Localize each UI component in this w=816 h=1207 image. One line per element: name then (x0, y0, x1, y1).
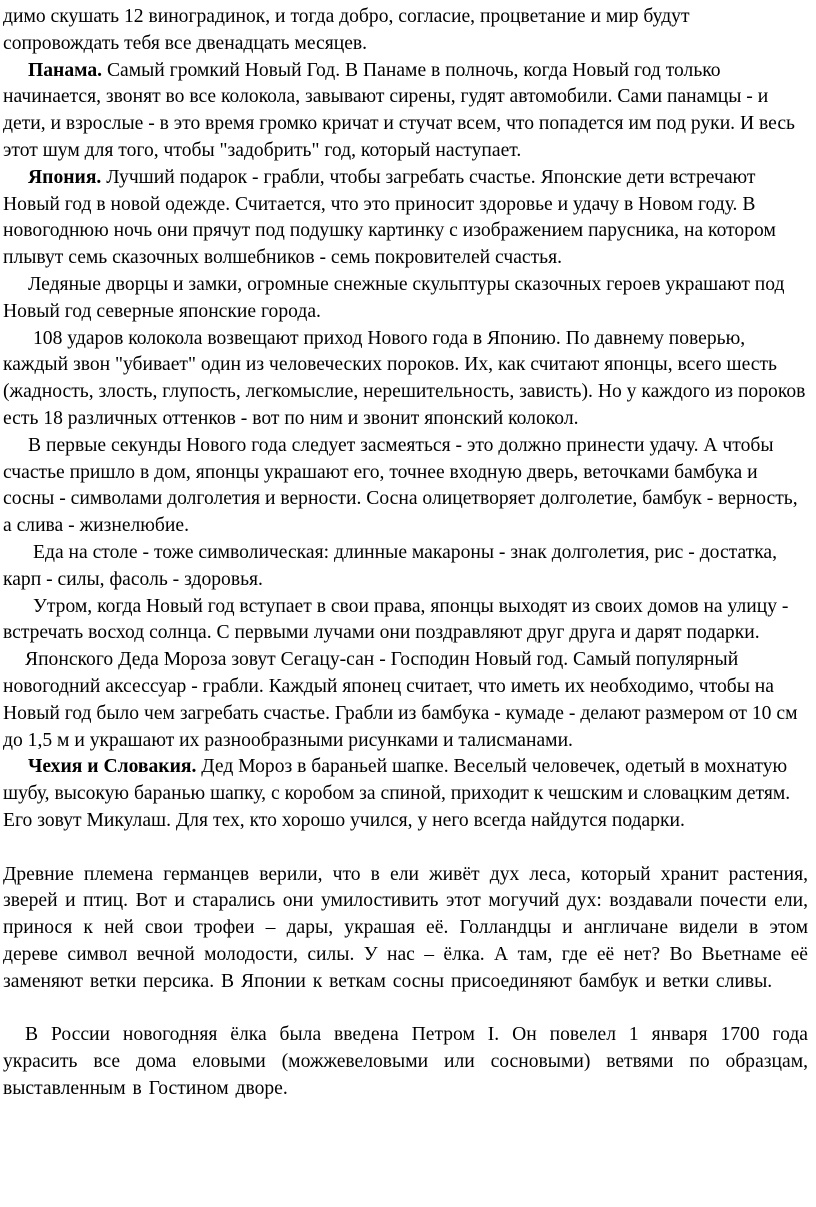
paragraph-text: Японского Деда Мороза зовут Сегацу-сан - Господин Новый год. Самый популярный новогодний аксессуар - грабли. Каждый японец считает, что иметь их необходимо, чтобы на Новый год было чем загребать счастье. Грабли из бамбука - кумаде - делают размером от 10 см до 1,5 м и украшают их разнообразными рисунками и талисманами. (3, 649, 798, 751)
paragraph-germanic-tribes (3, 862, 808, 996)
paragraph-text: В России новогодняя ёлка была введена Петром I. Он повелел 1 января 1700 года украсить все дома еловыми (можжевеловыми или сосновыми) ветвями по образцам, выставленным в Гостином дворе. (3, 1024, 808, 1099)
paragraph-food (3, 540, 808, 594)
paragraph-segatsu-san (3, 647, 808, 754)
paragraph-text: Лучший подарок - грабли, чтобы загребать счастье. Японские дети встречают Новый год в новой одежде. Считается, что это приносит здоровье и удачу в Новом году. В новогоднюю ночь они прячут под подушку картинку с изображением парусника, на котором плывут семь сказочных волшебников - семь покровителей счастья. (3, 166, 776, 269)
paragraph-text: 108 ударов колокола возвещают приход Нового года в Японию. По давнему поверью, каждый звон "убивает" один из человеческих пороков. Их, как считают японцы, всего шесть (жадность, злость, глупость, легкомыслие, нерешительность, зависть). Но у каждого из пороков есть 18 различных оттенков - вот по ним и звонит японский колокол. (3, 327, 806, 429)
paragraph-spacer (3, 995, 808, 1022)
paragraph-laughter (3, 433, 808, 540)
paragraph-text: Утром, когда Новый год вступает в свои права, японцы выходят из своих домов на улицу - встречать восход солнца. С первыми лучами они поздравляют друг друга и дарят подарки. (3, 595, 789, 644)
paragraph-spacer (3, 835, 808, 862)
paragraph-text: Еда на столе - тоже символическая: длинные макароны - знак долголетия, рис - достатка, карп - силы, фасоль - здоровья. (3, 541, 778, 590)
paragraph-grapes (3, 4, 808, 58)
paragraph-ice-palaces (3, 272, 808, 326)
paragraph-japan (3, 165, 808, 272)
country-heading-panama: Панама. (28, 59, 103, 81)
paragraph-panama (3, 58, 808, 165)
country-heading-czech-slovakia: Чехия и Словакия. (28, 756, 197, 778)
paragraph-russia (3, 1022, 808, 1102)
country-heading-japan: Япония. (28, 166, 102, 188)
paragraph-108-bells (3, 326, 808, 433)
paragraph-text: Самый громкий Новый Год. В Панаме в полночь, когда Новый год только начинается, звонят во все колокола, завывают сирены, гудят автомобили. Сами панамцы - и дети, и взрослые - в это время громко кричат и стучат всем, что попадется им под руки. И весь этот шум для того, чтобы "задобрить" год, который наступает. (3, 59, 795, 161)
paragraph-text: В первые секунды Нового года следует засмеяться - это должно принести удачу. А чтобы счастье пришло в дом, японцы украшают его, точнее входную дверь, веточками бамбука и сосны - символами долголетия и верности. Сосна олицетворяет долголетие, бамбук - верность, а слива - жизнелюбие. (3, 434, 798, 537)
paragraph-morning (3, 594, 808, 648)
paragraph-text: Дед Мороз в бараньей шапке. Веселый человечек, одетый в мохнатую шубу, высокую баранью шапку, с коробом за спиной, приходит к чешским и словацким детям. Его зовут Микулаш. Для тех, кто хорошо учился, у него всегда найдутся подарки. (3, 756, 791, 831)
paragraph-czech-slovakia (3, 754, 808, 834)
paragraph-text: димо скушать 12 виноградинок, и тогда добро, согласие, процветание и мир будут сопровождать тебя все двенадцать месяцев. (3, 6, 690, 54)
paragraph-text: Ледяные дворцы и замки, огромные снежные скульптуры сказочных героев украшают под Новый год северные японские города. (3, 273, 785, 322)
paragraph-text: Древние племена германцев верили, что в ели живёт дух леса, который хранит растения, зверей и птиц. Вот и старались они умилостивить этот могучий дух: воздавали почести ели, принося к ней свои трофеи – дары, украшая её. Голландцы и англичане видели в этом дереве символ вечной молодости, силы. У нас – ёлка. А там, где её нет? Во Вьетнаме её заменяют ветки персика. В Японии к веткам сосны присоединяют бамбук и ветки сливы. (3, 863, 808, 992)
